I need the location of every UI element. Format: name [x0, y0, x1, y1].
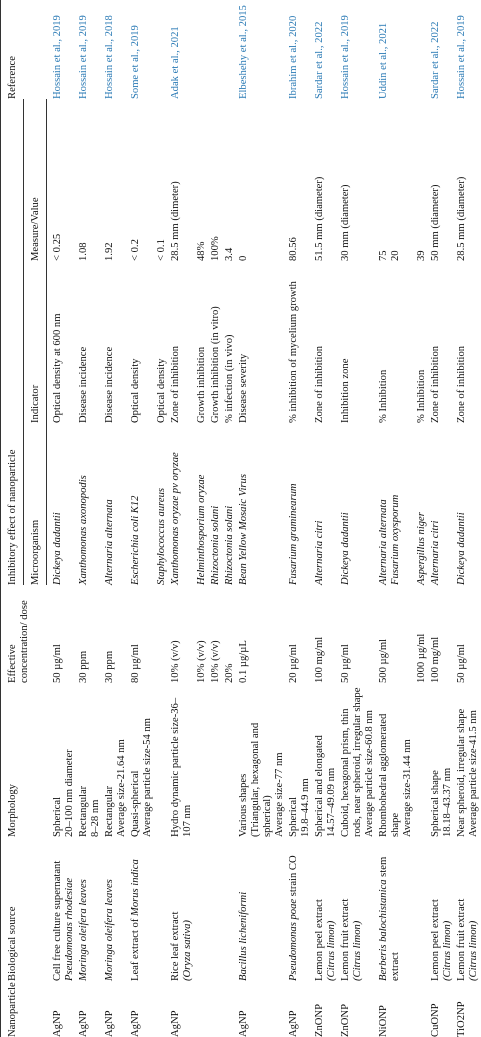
- header-reference: Reference: [7, 56, 18, 99]
- cell-morphology: Hydro dynamic particle size-36–107 nm: [169, 697, 193, 837]
- table-row: [287, 0, 313, 1037]
- cell-indicator: % Inhibition: [415, 369, 427, 423]
- source-species: (Citrus limon): [351, 920, 363, 981]
- header-nanoparticle: Nanoparticle: [7, 982, 18, 1037]
- cell-measure: < 0.1: [155, 239, 167, 261]
- cell-nanoparticle: [415, 981, 429, 1037]
- cell-indicator: Growth inhibition (in vitro): [209, 306, 221, 423]
- cell-microorganism: Escherichia coli K12: [129, 495, 141, 585]
- source-text: Lemon fruit extract: [339, 898, 351, 981]
- source-text: Leaf extract of: [129, 918, 141, 981]
- table-row: [155, 0, 169, 1037]
- source-species: Berberis balochistanica: [377, 879, 389, 981]
- cell-indicator: Zone of inhibition: [455, 345, 467, 423]
- cell-microorganism: Dickeya dadantii: [455, 512, 467, 585]
- cell-dose: 1000 µg/ml: [415, 633, 427, 683]
- cell-biological-source: [455, 837, 481, 981]
- cell-biological-source: [169, 837, 195, 981]
- cell-measure: 51.5 mm (diameter): [313, 176, 325, 261]
- cell-morphology: [223, 683, 237, 837]
- cell-microorganism: Staphylococcus aureus: [155, 488, 167, 585]
- cell-reference: Sardar et al., 2022: [429, 21, 441, 99]
- cell-reference: Hossain et al., 2019: [455, 15, 467, 99]
- cell-reference: [415, 0, 429, 99]
- table-row: [77, 0, 103, 1037]
- cell-nanoparticle: NiONP: [377, 1005, 389, 1037]
- cell-nanoparticle: AgNP: [237, 1010, 249, 1037]
- cell-morphology: Near spheroid, irregular shape Average particle size-41.5 nm: [455, 708, 479, 837]
- cell-microorganism: Alternaria citri: [429, 520, 441, 585]
- cell-dose: 20 µg/ml: [287, 644, 299, 683]
- cell-dose: 100 mg/ml: [313, 636, 325, 683]
- source-species: Morus indica: [129, 859, 141, 916]
- cell-indicator: % inhibition of mycelium growth: [287, 281, 299, 423]
- cell-nanoparticle: [209, 981, 223, 1037]
- cell-microorganism: Rhizoctonia solani: [209, 505, 221, 585]
- cell-dose: 100 mg/ml: [429, 636, 441, 683]
- source-text: Lemon fruit extract: [455, 898, 467, 981]
- cell-nanoparticle: [223, 981, 237, 1037]
- source-text: strain CO: [287, 855, 299, 897]
- table-row: [223, 0, 237, 1037]
- table-row: [377, 0, 415, 1037]
- cell-nanoparticle: AgNP: [103, 1010, 115, 1037]
- cell-reference: [223, 0, 237, 99]
- cell-indicator: Inhibition zone: [339, 358, 351, 423]
- cell-dose: 50 µg/ml: [51, 644, 63, 683]
- cell-morphology: Various shapes (Triangular, hexagonal and spherical) Average size-77 nm: [237, 722, 285, 837]
- cell-indicator: Growth inhibition: [195, 346, 207, 423]
- cell-biological-source: [77, 837, 103, 981]
- cell-indicator: Disease incidence: [103, 346, 115, 423]
- cell-microorganism: Alternaria alternata Fusarium oxysporum: [377, 494, 401, 585]
- cell-biological-source: [313, 837, 339, 981]
- cell-nanoparticle: [195, 981, 209, 1037]
- cell-dose: [155, 585, 169, 683]
- header-row-1: [1, 0, 24, 1037]
- cell-morphology: Rectangular 8–28 nm: [77, 785, 101, 837]
- cell-morphology: [155, 683, 169, 837]
- source-species: Pseudomonas poae: [287, 898, 299, 981]
- cell-nanoparticle: AgNP: [77, 1010, 89, 1037]
- cell-reference: Hossain et al., 2019: [51, 15, 63, 99]
- cell-microorganism: Bean Yellow Mosaic Virus: [237, 474, 249, 585]
- cell-indicator: Disease severity: [237, 353, 249, 423]
- cell-nanoparticle: CuONP: [429, 1003, 441, 1037]
- cell-indicator: Zone of inhibition: [429, 345, 441, 423]
- table-row: [237, 0, 287, 1037]
- cell-dose: 0.1 µg/µL: [237, 640, 249, 683]
- cell-biological-source: [195, 837, 209, 981]
- cell-measure: 28.5 mm (dimeter): [169, 181, 181, 261]
- table-row: [415, 0, 429, 1037]
- source-species: (Oryza sativa): [181, 920, 193, 981]
- cell-morphology: Spherical 20–100 nm diameter: [51, 749, 75, 837]
- cell-reference: Elbeshehy et al., 2015: [237, 5, 249, 99]
- table-row: [195, 0, 209, 1037]
- source-text: Rice leaf extract: [169, 911, 181, 981]
- source-text: Lemon peel extract: [429, 899, 441, 981]
- cell-microorganism: Xanthomonas axonopodis: [77, 475, 89, 585]
- table-row: [169, 0, 195, 1037]
- cell-morphology: Cuboid, hexagonal prism, thin rods, near spheroid, irregular shape Average particle size-60.8 nm: [339, 687, 375, 837]
- cell-morphology: Spherical and elongated 14.57–49.09 nm: [313, 735, 337, 837]
- cell-reference: Hossain et al., 2019: [339, 15, 351, 99]
- source-species: Moringa oleifera leaves: [77, 879, 89, 981]
- cell-measure: 80.56: [287, 237, 299, 261]
- cell-biological-source: [103, 837, 129, 981]
- cell-nanoparticle: AgNP: [129, 1010, 141, 1037]
- cell-reference: Ibrahim et al., 2020: [287, 15, 299, 99]
- cell-measure: 48%: [195, 241, 207, 261]
- header-morphology: Morphology: [7, 784, 18, 837]
- source-text: stem extract: [377, 856, 401, 981]
- table-row: [209, 0, 223, 1037]
- header-measure: Measure/Value: [24, 99, 47, 261]
- cell-indicator: Zone of inhibition: [169, 345, 181, 423]
- cell-biological-source: [237, 837, 287, 981]
- cell-dose: 500 µg/ml: [377, 638, 389, 683]
- cell-measure: 100%: [209, 236, 221, 261]
- cell-biological-source: [429, 837, 455, 981]
- cell-microorganism: Xanthomonas oryzae pv oryzae: [169, 452, 181, 585]
- cell-microorganism: Dickeya dadantii: [339, 512, 351, 585]
- cell-measure: 75 20: [377, 250, 401, 261]
- cell-reference: Sardar et al., 2022: [313, 21, 325, 99]
- cell-microorganism: Rhizoctonia solani: [223, 505, 235, 585]
- cell-nanoparticle: ZnONP: [339, 1004, 351, 1037]
- cell-measure: 0: [237, 255, 249, 261]
- cell-nanoparticle: [155, 981, 169, 1037]
- cell-biological-source: [129, 837, 155, 981]
- cell-indicator: Disease incidence: [77, 346, 89, 423]
- cell-morphology: Quasi-spherical Average particle size-54 nm: [129, 718, 153, 837]
- cell-reference: Hossain et al., 2019: [77, 15, 89, 99]
- header-biological-source: Biological source: [7, 906, 18, 981]
- cell-measure: 39: [415, 250, 427, 261]
- cell-microorganism: Helminthosporium oryzae: [195, 474, 207, 585]
- cell-reference: [195, 0, 209, 99]
- cell-microorganism: Dickeya dadantii: [52, 512, 63, 585]
- cell-biological-source: [209, 837, 223, 981]
- source-species: (Citrus limon): [441, 920, 453, 981]
- header-inhibitory-effect: Inhibitory effect of nanoparticle: [1, 99, 24, 585]
- cell-morphology: [195, 683, 209, 837]
- cell-biological-source: [339, 837, 377, 981]
- source-species: Pseudomonas rhodesiae: [63, 877, 75, 981]
- table-row: [313, 0, 339, 1037]
- cell-dose: 10% (v/v): [195, 640, 207, 683]
- cell-morphology: Spherical 19.8–44.9 nm: [287, 778, 311, 837]
- cell-reference: Uddin et al., 2021: [377, 22, 389, 99]
- cell-biological-source: [155, 837, 169, 981]
- cell-reference: [155, 0, 169, 99]
- table-row: [339, 0, 377, 1037]
- cell-dose: 50 µg/ml: [455, 644, 467, 683]
- cell-morphology: Rectangular Average size-21.64 nm: [103, 739, 127, 837]
- cell-measure: 1.08: [77, 242, 89, 261]
- cell-biological-source: [287, 837, 313, 981]
- cell-measure: < 0.25: [52, 233, 63, 261]
- source-species: Moringa oleifera leaves: [103, 879, 115, 981]
- cell-morphology: [415, 683, 429, 837]
- cell-reference: Adak et al., 2021: [169, 26, 181, 99]
- header-indicator: Indicator: [24, 261, 47, 423]
- cell-dose: 80 µg/ml: [129, 644, 141, 683]
- cell-morphology: [209, 683, 223, 837]
- source-species: (Citrus limon): [467, 920, 479, 981]
- cell-measure: < 0.2: [129, 239, 141, 261]
- cell-indicator: % infection (in vivo): [223, 334, 235, 423]
- cell-dose: 30 ppm: [77, 650, 89, 683]
- cell-indicator: Optical density: [129, 358, 141, 423]
- cell-biological-source: [223, 837, 237, 981]
- cell-nanoparticle: AgNP: [169, 1010, 181, 1037]
- table-body: [47, 0, 481, 1037]
- cell-reference: Some et al., 2019: [129, 25, 141, 99]
- table-row: [429, 0, 455, 1037]
- cell-dose: 10% (v/v): [169, 640, 181, 683]
- cell-morphology: Spherical shape 18.18–43.37 nm: [429, 767, 453, 837]
- cell-microorganism: Alternaria citri: [313, 520, 325, 585]
- header-microorganism: Microorganism: [24, 423, 47, 585]
- cell-indicator: % Inhibition: [377, 369, 389, 423]
- source-species: (Citrus limon): [325, 920, 337, 981]
- cell-microorganism: Aspergillus niger: [415, 512, 427, 585]
- cell-reference: [209, 0, 223, 99]
- cell-measure: 1.92: [103, 242, 115, 261]
- cell-nanoparticle: TiO2NP: [455, 1001, 467, 1037]
- source-text: Cell free culture supernatant: [51, 860, 63, 981]
- cell-dose: 20%: [223, 663, 235, 683]
- table-row: [103, 0, 129, 1037]
- cell-dose: 10% (v/v): [209, 640, 221, 683]
- cell-morphology: Rhombohedral agglomerated shape Average size-31.44 nm: [377, 713, 413, 837]
- table-row: [455, 0, 481, 1037]
- cell-measure: 50 mm (diameter): [429, 184, 441, 261]
- cell-nanoparticle: AgNP: [287, 1010, 299, 1037]
- cell-indicator: Zone of inhibition: [313, 345, 325, 423]
- table-row: [47, 0, 77, 1037]
- cell-measure: 30 mm (diameter): [339, 184, 351, 261]
- cell-dose: 30 ppm: [103, 650, 115, 683]
- cell-dose: 50 µg/ml: [339, 644, 351, 683]
- source-species: Bacillus licheniformi: [237, 891, 249, 981]
- cell-biological-source: [377, 837, 415, 981]
- cell-biological-source: [415, 837, 429, 981]
- cell-measure: 28.5 mm (diameter): [455, 176, 467, 261]
- cell-measure: 3.4: [223, 247, 235, 261]
- cell-nanoparticle: ZnONP: [313, 1004, 325, 1037]
- cell-reference: Hossain et al., 2018: [103, 15, 115, 99]
- cell-biological-source: [47, 837, 77, 981]
- header-effective-dose: Effective concentration/ dose: [7, 600, 30, 683]
- cell-indicator: Optical density: [155, 358, 167, 423]
- cell-nanoparticle: AgNP: [51, 1010, 63, 1037]
- cell-microorganism: Fusarium graminearum: [287, 483, 299, 585]
- cell-microorganism: Alternaria alternata: [103, 499, 115, 585]
- source-text: Lemon peel extract: [313, 899, 325, 981]
- cell-indicator: Optical density at 600 nm: [52, 313, 63, 423]
- table-row: [129, 0, 155, 1037]
